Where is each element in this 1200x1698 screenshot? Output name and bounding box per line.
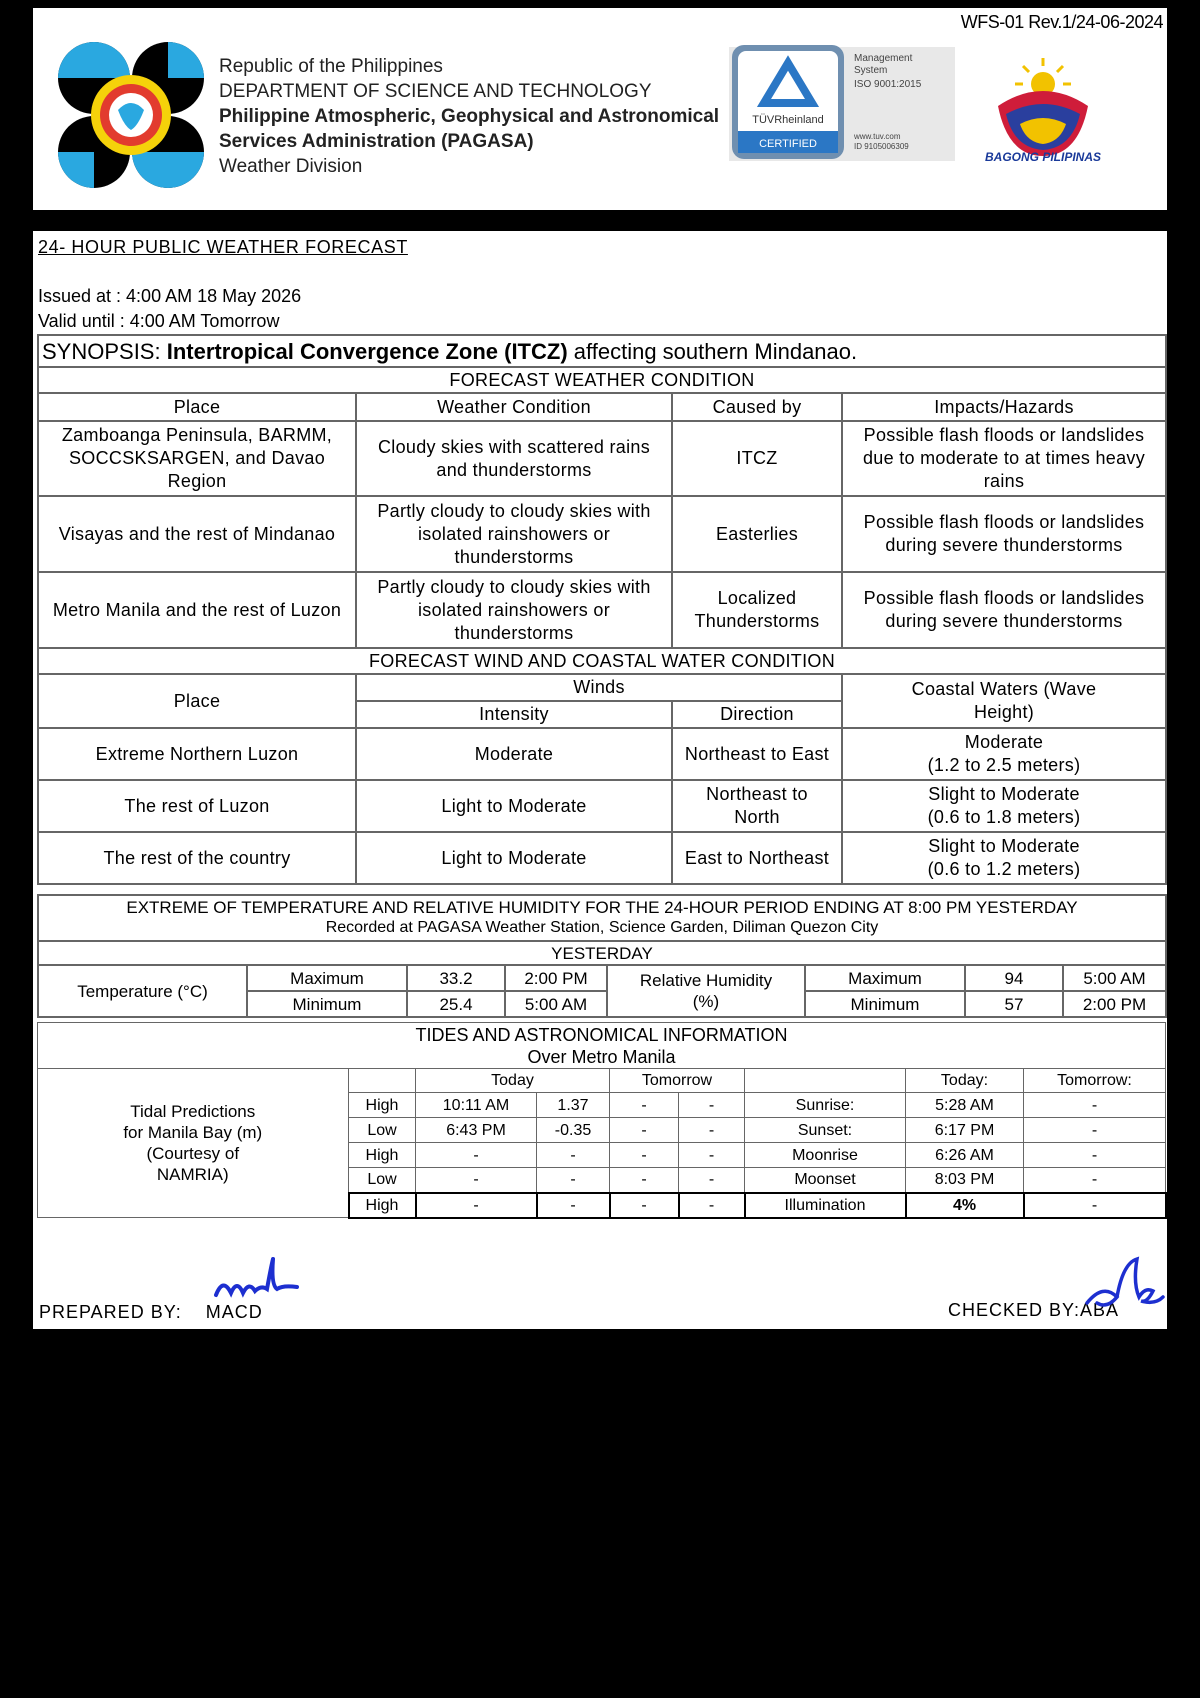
issue-info (38, 284, 301, 334)
forecast-document (33, 231, 1167, 1329)
wave-height: (0.6 to 1.8 meters) (927, 807, 1081, 827)
bagong-pilipinas-text: BAGONG PILIPINAS (984, 150, 1101, 164)
temp-max-value: 33.2 (407, 965, 505, 991)
prepared-signature (211, 1255, 301, 1315)
tide-time-tomorrow: - (610, 1143, 679, 1168)
column-header: Coastal Waters (Wave Height) (842, 674, 1166, 728)
condition-cell: Cloudy skies with scattered rains and thunderstorms (356, 421, 672, 496)
coastal-cell (842, 728, 1166, 780)
prepared-label: PREPARED BY: (39, 1302, 182, 1322)
agency-line: Services Administration (PAGASA) (219, 131, 534, 152)
cert-text: Management (854, 53, 913, 64)
tide-height: - (537, 1143, 610, 1168)
tidal-predictions-label: Tidal Predictions for Manila Bay (m) (Courtesy of NAMRIA) (38, 1069, 349, 1218)
checked-signature (1083, 1253, 1165, 1319)
astro-today: 6:26 AM (906, 1143, 1024, 1168)
rh-min-time: 2:00 PM (1063, 991, 1166, 1017)
column-header: Today: (906, 1069, 1024, 1093)
place-cell: Extreme Northern Luzon (38, 728, 356, 780)
tide-type: High (349, 1193, 416, 1218)
astro-tomorrow: - (1024, 1143, 1166, 1168)
column-header: Intensity (356, 701, 672, 728)
checked-initials: ABA (1080, 1300, 1120, 1320)
table-row (38, 572, 1166, 648)
min-label: Minimum (247, 991, 407, 1017)
valid-until: Valid until : 4:00 AM Tomorrow (38, 311, 280, 331)
condition-cell: Partly cloudy to cloudy skies with isolated rainshowers or thunderstorms (356, 572, 672, 648)
impacts-cell: Possible flash floods or landslides during severe thunderstorms (842, 496, 1166, 572)
place-cell: The rest of the country (38, 832, 356, 884)
tide-time: - (416, 1193, 537, 1218)
tide-height: - (537, 1193, 610, 1218)
extremes-heading: EXTREME OF TEMPERATURE AND RELATIVE HUMIDITY FOR THE 24-HOUR PERIOD ENDING AT 8:00 PM YESTERDAY (126, 898, 1078, 917)
humidity-label: Relative Humidity (%) (607, 965, 805, 1017)
tide-height-tomorrow: - (679, 1093, 745, 1118)
max-label: Maximum (247, 965, 407, 991)
tide-time-tomorrow: - (610, 1118, 679, 1143)
synopsis (38, 335, 1166, 367)
agency-line: DEPARTMENT OF SCIENCE AND TECHNOLOGY (219, 81, 652, 102)
astro-label: Sunrise: (745, 1093, 906, 1118)
column-header: Direction (672, 701, 842, 728)
coastal-cell (842, 780, 1166, 832)
intensity-cell: Light to Moderate (356, 780, 672, 832)
rh-max-time: 5:00 AM (1063, 965, 1166, 991)
cert-text: ID 9105006309 (854, 142, 909, 151)
synopsis-system: Intertropical Convergence Zone (ITCZ) (166, 338, 568, 364)
coastal-condition: Slight to Moderate (928, 784, 1080, 804)
direction-cell: East to Northeast (672, 832, 842, 884)
tide-height: 1.37 (537, 1093, 610, 1118)
agency-line: Philippine Atmospheric, Geophysical and Astronomical (219, 106, 720, 127)
cert-text: www.tuv.com (854, 132, 901, 141)
impacts-cell: Possible flash floods or landslides during severe thunderstorms (842, 572, 1166, 648)
tide-time-tomorrow: - (610, 1093, 679, 1118)
tides-subheading: Over Metro Manila (527, 1046, 676, 1067)
section-heading (38, 1023, 1166, 1069)
table-row (38, 496, 1166, 572)
extremes-subheading: Recorded at PAGASA Weather Station, Science Garden, Diliman Quezon City (325, 919, 879, 936)
section-heading: FORECAST WEATHER CONDITION (38, 367, 1166, 393)
agency-line: Weather Division (219, 156, 363, 177)
section-heading: FORECAST WIND AND COASTAL WATER CONDITION (38, 648, 1166, 674)
coastal-condition: Moderate (964, 732, 1044, 752)
column-header: Today (416, 1069, 610, 1093)
section-heading (38, 895, 1166, 941)
tide-height-tomorrow: - (679, 1168, 745, 1193)
wave-height: (0.6 to 1.2 meters) (927, 859, 1081, 879)
tide-time: - (416, 1143, 537, 1168)
tide-height-tomorrow: - (679, 1143, 745, 1168)
tide-height-tomorrow: - (679, 1193, 745, 1218)
coastal-condition: Slight to Moderate (928, 836, 1080, 856)
tuv-certification-logo (728, 43, 956, 163)
temp-min-value: 25.4 (407, 991, 505, 1017)
intensity-cell: Moderate (356, 728, 672, 780)
column-header: Caused by (672, 393, 842, 421)
forecast-table (37, 334, 1167, 885)
astro-tomorrow: - (1024, 1093, 1166, 1118)
period-label: YESTERDAY (38, 941, 1166, 965)
max-label: Maximum (805, 965, 965, 991)
rh-min-value: 57 (965, 991, 1063, 1017)
issued-at: Issued at : 4:00 AM 18 May 2026 (38, 286, 302, 306)
astro-tomorrow: - (1024, 1193, 1166, 1218)
astro-label: Moonrise (745, 1143, 906, 1168)
caused-by-cell: Localized Thunderstorms (672, 572, 842, 648)
place-cell: The rest of Luzon (38, 780, 356, 832)
intensity-cell: Light to Moderate (356, 832, 672, 884)
agency-name (219, 54, 719, 179)
place-cell: Metro Manila and the rest of Luzon (38, 572, 356, 648)
column-header: Weather Condition (356, 393, 672, 421)
min-label: Minimum (805, 991, 965, 1017)
agency-line: Republic of the Philippines (219, 56, 443, 77)
tides-heading: TIDES AND ASTRONOMICAL INFORMATION (415, 1024, 788, 1045)
column-header: Place (38, 393, 356, 421)
table-row (38, 780, 1166, 832)
rh-max-value: 94 (965, 965, 1063, 991)
place-cell: Zamboanga Peninsula, BARMM, SOCCSKSARGEN, and Davao Region (38, 421, 356, 496)
tide-time-tomorrow: - (610, 1168, 679, 1193)
tide-height-tomorrow: - (679, 1118, 745, 1143)
caused-by-cell: ITCZ (672, 421, 842, 496)
tide-type: High (349, 1143, 416, 1168)
astro-today: 4% (906, 1193, 1024, 1218)
table-row (38, 728, 1166, 780)
caused-by-cell: Easterlies (672, 496, 842, 572)
impacts-cell: Possible flash floods or landslides due to moderate to at times heavy rains (842, 421, 1166, 496)
place-cell: Visayas and the rest of Mindanao (38, 496, 356, 572)
astro-today: 8:03 PM (906, 1168, 1024, 1193)
astro-tomorrow: - (1024, 1118, 1166, 1143)
astro-label: Moonset (745, 1168, 906, 1193)
tide-time: 6:43 PM (416, 1118, 537, 1143)
tide-time-tomorrow: - (610, 1193, 679, 1218)
direction-cell: Northeast to North (672, 780, 842, 832)
cert-text: System (854, 65, 888, 76)
synopsis-text: affecting southern Mindanao. (573, 338, 858, 364)
direction-cell: Northeast to East (672, 728, 842, 780)
column-header: Impacts/Hazards (842, 393, 1166, 421)
astro-label: Sunset: (745, 1118, 906, 1143)
astro-tomorrow: - (1024, 1168, 1166, 1193)
extremes-table (37, 894, 1167, 1018)
table-row (38, 832, 1166, 884)
condition-cell: Partly cloudy to cloudy skies with isolated rainshowers or thunderstorms (356, 496, 672, 572)
tide-type: Low (349, 1168, 416, 1193)
coastal-cell (842, 832, 1166, 884)
tide-type: High (349, 1093, 416, 1118)
temperature-label: Temperature (°C) (38, 965, 247, 1017)
tide-time: 10:11 AM (416, 1093, 537, 1118)
astro-today: 6:17 PM (906, 1118, 1024, 1143)
document-title: 24- HOUR PUBLIC WEATHER FORECAST (38, 237, 408, 257)
prepared-initials: MACD (205, 1302, 263, 1322)
synopsis-label: SYNOPSIS: (42, 338, 161, 364)
svg-text:CERTIFIED: CERTIFIED (759, 138, 817, 150)
checked-label: CHECKED BY: (948, 1300, 1081, 1320)
tide-height: - (537, 1168, 610, 1193)
column-header: Tomorrow: (1024, 1069, 1166, 1093)
astro-today: 5:28 AM (906, 1093, 1024, 1118)
letterhead (33, 8, 1167, 210)
astro-label: Illumination (745, 1193, 906, 1218)
cert-text: ISO 9001:2015 (854, 79, 922, 90)
tide-time: - (416, 1168, 537, 1193)
tide-type: Low (349, 1118, 416, 1143)
tide-height: -0.35 (537, 1118, 610, 1143)
tides-table (37, 1022, 1167, 1219)
column-header: Tomorrow (610, 1069, 745, 1093)
svg-text:TÜVRheinland: TÜVRheinland (752, 114, 824, 126)
temp-max-time: 2:00 PM (505, 965, 607, 991)
form-number: WFS-01 Rev.1/24-06-2024 (960, 12, 1163, 32)
column-header: Winds (356, 674, 842, 701)
pagasa-logo-icon (56, 40, 206, 190)
column-header: Place (38, 674, 356, 728)
table-row (38, 421, 1166, 496)
wave-height: (1.2 to 2.5 meters) (927, 755, 1081, 775)
temp-min-time: 5:00 AM (505, 991, 607, 1017)
